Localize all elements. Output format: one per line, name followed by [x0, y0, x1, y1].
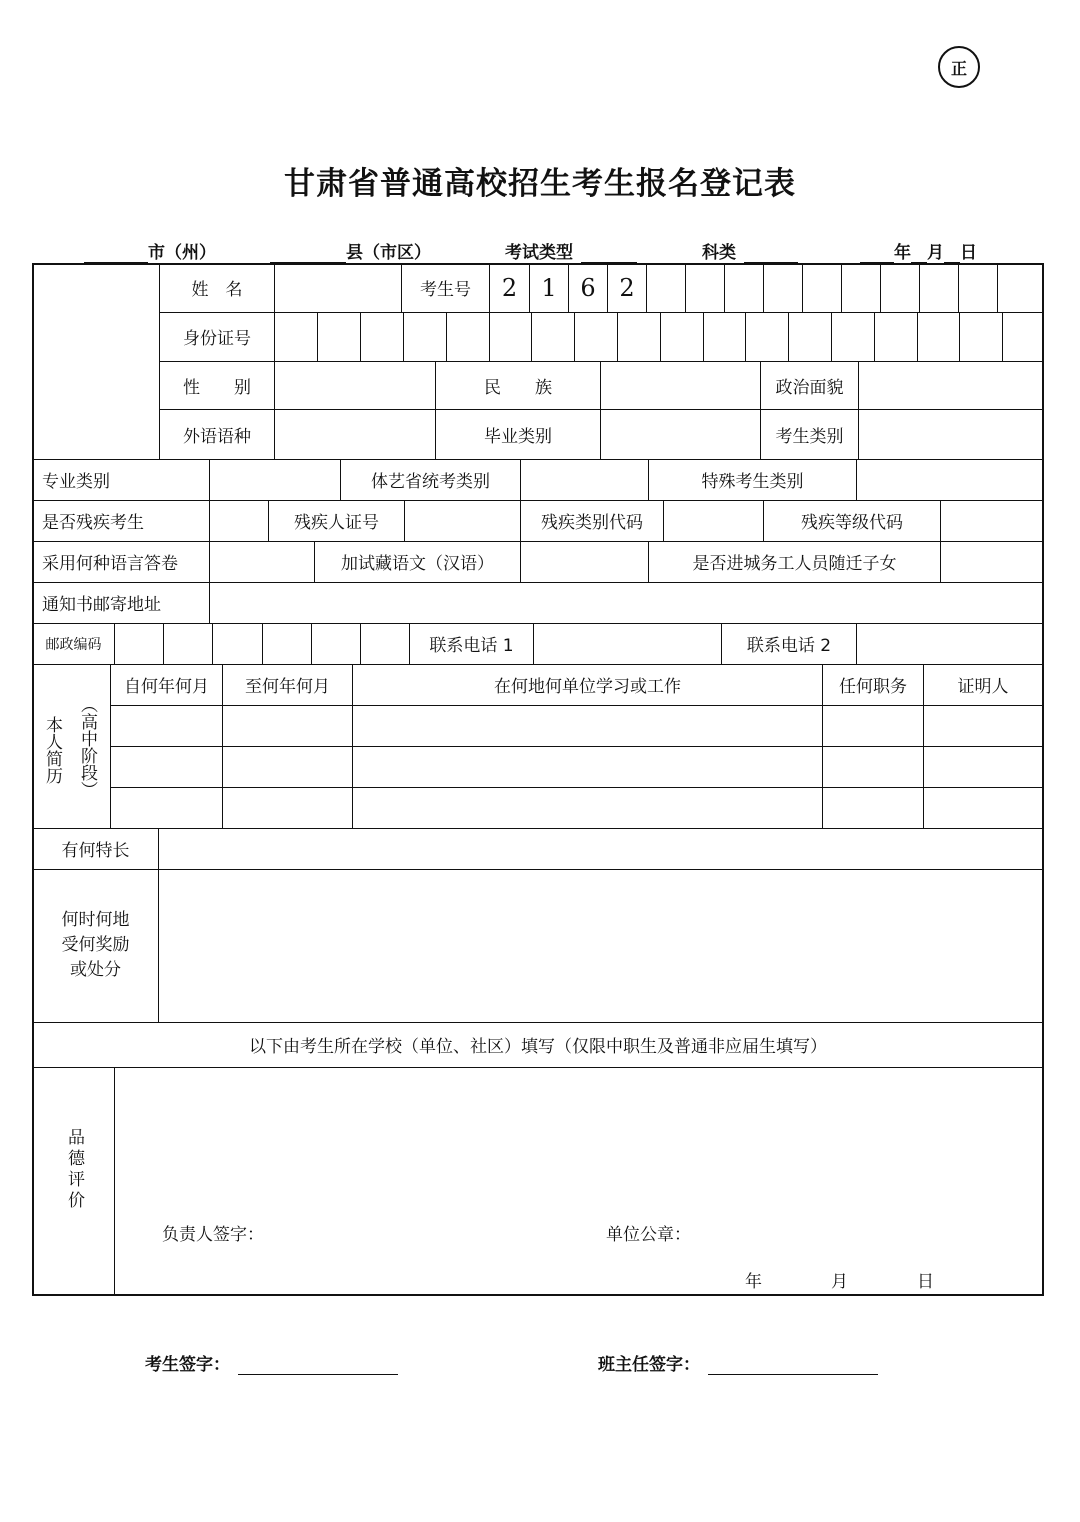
grid-line: [32, 623, 1044, 624]
answer-lang-label: 采用何种语言答卷: [42, 554, 178, 574]
talent-label: 有何特长: [61, 841, 130, 861]
disability-code-label: 残疾类别代码: [541, 513, 643, 533]
grid-line: [110, 746, 1044, 747]
language-label: 外语语种: [183, 426, 251, 447]
grid-line: [1002, 312, 1003, 361]
exam-no-label: 考生号: [420, 280, 471, 300]
grid-line: [917, 312, 918, 361]
candidate-sign: 考生签字：: [145, 1350, 398, 1375]
exam-no-digit[interactable]: 1: [541, 273, 557, 302]
resume-col-witness: 证明人: [957, 677, 1009, 697]
extra-tibetan-label: 加试藏语文（汉语）: [341, 554, 494, 574]
month-blank[interactable]: [911, 244, 927, 263]
resume-sublabel: （高中阶段）: [77, 696, 97, 798]
grid-line: [574, 312, 575, 361]
exam-no-digit[interactable]: 2: [501, 273, 518, 302]
disability-level-label: 残疾等级代码: [801, 513, 903, 533]
header-exam-type: 考试类型: [505, 239, 637, 263]
grid-line: [880, 263, 881, 312]
grid-line: [703, 312, 704, 361]
grid-line: [114, 1067, 115, 1296]
gender-label: 性 别: [183, 377, 251, 398]
resume-col-from: 自何年何月: [124, 677, 209, 697]
header-subject: 科类: [702, 239, 798, 263]
grid-line: [958, 263, 959, 312]
grid-line: [520, 541, 521, 582]
teacher-sign-blank[interactable]: [708, 1356, 878, 1375]
grid-line: [858, 361, 859, 459]
header-county: 县（市区）: [270, 239, 431, 263]
grid-line: [663, 500, 664, 541]
disabled-label: 是否残疾考生: [42, 513, 144, 533]
grad-type-label: 毕业类别: [484, 426, 552, 447]
resume-col-position: 任何职务: [839, 677, 907, 697]
photo-box[interactable]: [34, 265, 158, 459]
grid-line: [531, 312, 532, 361]
grid-line: [110, 705, 1044, 706]
grid-line: [856, 623, 857, 664]
resume-col-place: 在何地何单位学习或工作: [494, 677, 681, 697]
moral-year: 年: [745, 1271, 762, 1292]
arts-exam-type-label: 体艺省统考类别: [371, 472, 490, 492]
teacher-sign: 班主任签字：: [598, 1350, 878, 1375]
name-field[interactable]: [275, 263, 401, 312]
special-type-label: 特殊考生类别: [701, 472, 804, 492]
phone2-label: 联系电话 2: [746, 636, 832, 656]
form-title: 甘肃省普通高校招生考生报名登记表: [284, 166, 796, 202]
day-blank[interactable]: [944, 244, 960, 263]
grid-line: [360, 623, 361, 664]
grid-line: [724, 263, 725, 312]
county-blank[interactable]: [270, 244, 346, 263]
grid-line: [403, 312, 404, 361]
grid-line: [317, 312, 318, 361]
moral-day: 日: [917, 1271, 934, 1292]
grid-line: [959, 312, 960, 361]
grid-line: [940, 500, 941, 541]
id-no-label: 身份证号: [183, 329, 251, 349]
phone1-label: 联系电话 1: [429, 636, 514, 656]
grid-line: [311, 623, 312, 664]
grid-line: [685, 263, 686, 312]
grid-line: [600, 361, 601, 459]
school-note: 以下由考生所在学校（单位、社区）填写（仅限中职生及普通非应届生填写）: [249, 1037, 827, 1057]
grid-line: [404, 500, 405, 541]
grid-line: [212, 623, 213, 664]
ethnicity-label: 民 族: [484, 377, 552, 398]
resume-col-to: 至何年何月: [245, 677, 330, 697]
candidate-sign-blank[interactable]: [238, 1356, 398, 1375]
grid-line: [856, 459, 857, 500]
grid-line: [940, 541, 941, 582]
grid-line: [646, 263, 647, 312]
grid-line: [919, 263, 920, 312]
grid-line: [360, 312, 361, 361]
grid-line: [163, 623, 164, 664]
grid-line: [660, 312, 661, 361]
grid-line: [763, 263, 764, 312]
grid-line: [617, 312, 618, 361]
exam-no-digit[interactable]: 2: [619, 273, 635, 302]
exam-no-digit[interactable]: 6: [580, 273, 596, 302]
grid-line: [520, 459, 521, 500]
original-copy-badge: 正: [938, 46, 980, 88]
unit-seal-label: 单位公章：: [606, 1224, 691, 1245]
year-blank[interactable]: [860, 244, 894, 263]
mail-address-label: 通知书邮寄地址: [42, 595, 161, 615]
grid-line: [831, 312, 832, 361]
migrant-child-label: 是否进城务工人员随迁子女: [692, 554, 897, 574]
grid-line: [32, 1067, 1044, 1068]
grid-line: [533, 623, 534, 664]
resume-label: 本人简历: [42, 716, 62, 784]
exam-type-blank[interactable]: [581, 244, 637, 263]
grid-line: [110, 787, 1044, 788]
grid-line: [489, 312, 490, 361]
grid-line: [159, 409, 1044, 410]
name-label: 姓 名: [191, 280, 243, 300]
city-blank[interactable]: [84, 244, 148, 263]
leader-sign-label: 负责人签字：: [162, 1224, 264, 1245]
grid-line: [874, 312, 875, 361]
awards-label: 何时何地 受何奖励 或处分: [61, 910, 130, 980]
candidate-type-label: 考生类别: [775, 426, 844, 447]
grid-line: [159, 361, 1044, 362]
political-label: 政治面貌: [775, 377, 844, 398]
mail-address-field[interactable]: [210, 582, 1042, 623]
header-date: 年 月 日: [860, 239, 977, 263]
subject-blank[interactable]: [744, 244, 798, 263]
major-type-label: 专业类别: [42, 472, 110, 492]
grid-line: [788, 312, 789, 361]
grid-line: [114, 623, 115, 664]
grid-line: [159, 312, 1044, 313]
grid-line: [802, 263, 803, 312]
header-city: 市（州）: [84, 239, 216, 263]
grid-line: [997, 263, 998, 312]
disability-cert-label: 残疾人证号: [294, 513, 379, 533]
grid-line: [446, 312, 447, 361]
grid-line: [262, 623, 263, 664]
postcode-label: 邮政编码: [45, 636, 102, 653]
talent-field[interactable]: [159, 828, 1042, 869]
grid-line: [841, 263, 842, 312]
moral-label: 品德评价: [64, 1128, 84, 1212]
grid-line: [745, 312, 746, 361]
awards-field[interactable]: [159, 870, 1042, 1021]
moral-month: 月: [831, 1271, 848, 1292]
